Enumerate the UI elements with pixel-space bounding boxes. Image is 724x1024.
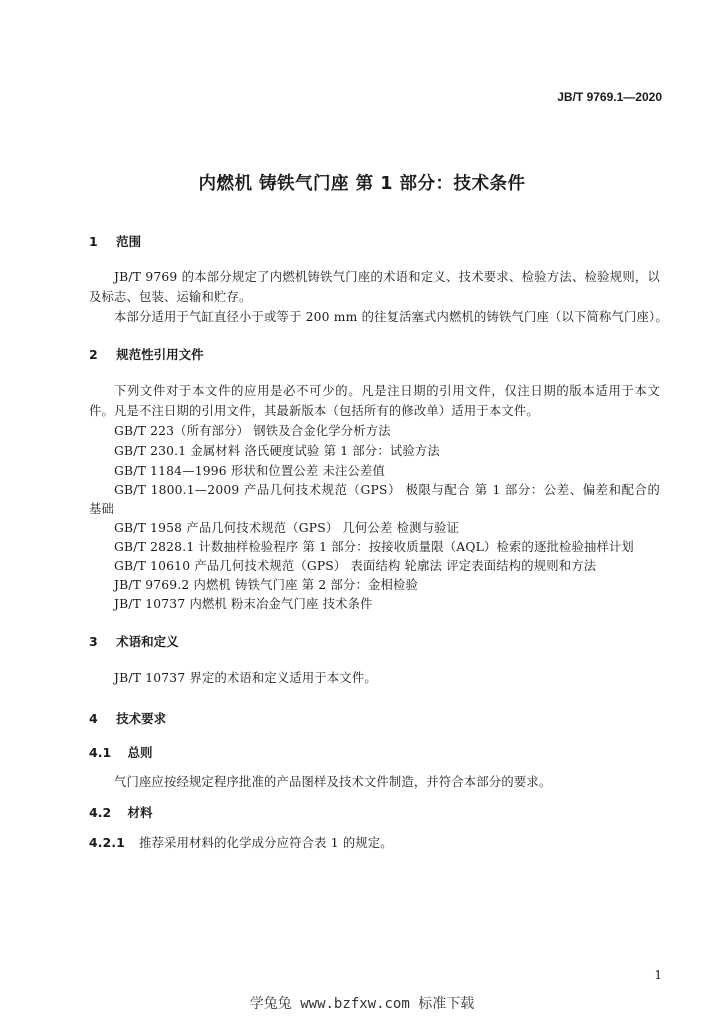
section-3-heading [89,632,179,650]
reference-item: GB/T 10610 产品几何技术规范（GPS） 表面结构 轮廓法 评定表面结构的规则和方法 [114,559,597,573]
section-4-heading [89,709,166,727]
section-title: 材料 [127,805,153,820]
reference-item: GB/T 1958 产品几何技术规范（GPS） 几何公差 检测与验证 [114,521,460,535]
reference-item: GB/T 2828.1 计数抽样检验程序 第 1 部分：按接收质量限（AQL）检索的逐批检验抽样计划 [114,540,634,554]
section-number: 4.2.1 [89,836,126,850]
paragraph-line: 件。凡是不注日期的引用文件，其最新版本（包括所有的修改单）适用于本文件。 [89,404,539,418]
paragraph-line: JB/T 9769 的本部分规定了内燃机铸铁气门座的术语和定义、技术要求、检验方法、检验规则，以 [114,270,660,284]
section-title: 规范性引用文件 [116,347,204,362]
section-title: 范围 [116,234,142,249]
section-number: 2 [89,347,98,362]
paragraph-line: 本部分适用于气缸直径小于或等于 200 mm 的往复活塞式内燃机的铸铁气门座（以下简称气门座）。 [114,310,668,324]
reference-item: GB/T 1800.1—2009 产品几何技术规范（GPS） 极限与配合 第 1 部分：公差、偏差和配合的 [114,483,660,497]
standard-number: JB/T 9769.1—2020 [557,90,662,104]
paragraph-line: 及标志、包装、运输和贮存。 [89,290,252,304]
subsection-4-2-heading [89,803,153,821]
subsection-4-1-heading [89,743,153,761]
reference-item-continued: 基础 [89,502,114,516]
section-number: 4.1 [89,745,112,760]
paragraph-line: 推荐采用材料的化学成分应符合表 1 的规定。 [139,836,393,850]
section-title: 总则 [127,745,153,760]
reference-item: GB/T 1184—1996 形状和位置公差 未注公差值 [114,464,385,478]
reference-item: GB/T 223（所有部分） 钢铁及合金化学分析方法 [114,424,391,438]
paragraph-line: 气门座应按经规定程序批准的产品图样及技术文件制造，并符合本部分的要求。 [114,775,552,789]
section-2-heading [89,345,204,363]
section-1-heading [89,232,141,250]
reference-item: JB/T 10737 内燃机 粉末冶金气门座 技术条件 [114,597,373,611]
section-number: 4.2 [89,805,112,820]
section-title: 技术要求 [116,711,167,726]
reference-item: GB/T 230.1 金属材料 洛氏硬度试验 第 1 部分：试验方法 [114,444,440,458]
paragraph-line: 下列文件对于本文件的应用是必不可少的。凡是注日期的引用文件，仅注日期的版本适用于本文 [114,384,660,398]
section-number: 1 [89,234,98,249]
section-title: 术语和定义 [116,634,179,649]
subsection-4-2-1 [89,833,393,851]
paragraph-line: JB/T 10737 界定的术语和定义适用于本文件。 [114,671,377,685]
download-watermark: 学兔兔 www.bzfxw.com 标准下载 [249,996,475,1012]
page-number: 1 [654,968,662,982]
document-title: 内燃机 铸铁气门座 第 1 部分：技术条件 [198,174,526,194]
reference-item: JB/T 9769.2 内燃机 铸铁气门座 第 2 部分：金相检验 [114,578,418,592]
section-number: 4 [89,711,98,726]
section-number: 3 [89,634,98,649]
